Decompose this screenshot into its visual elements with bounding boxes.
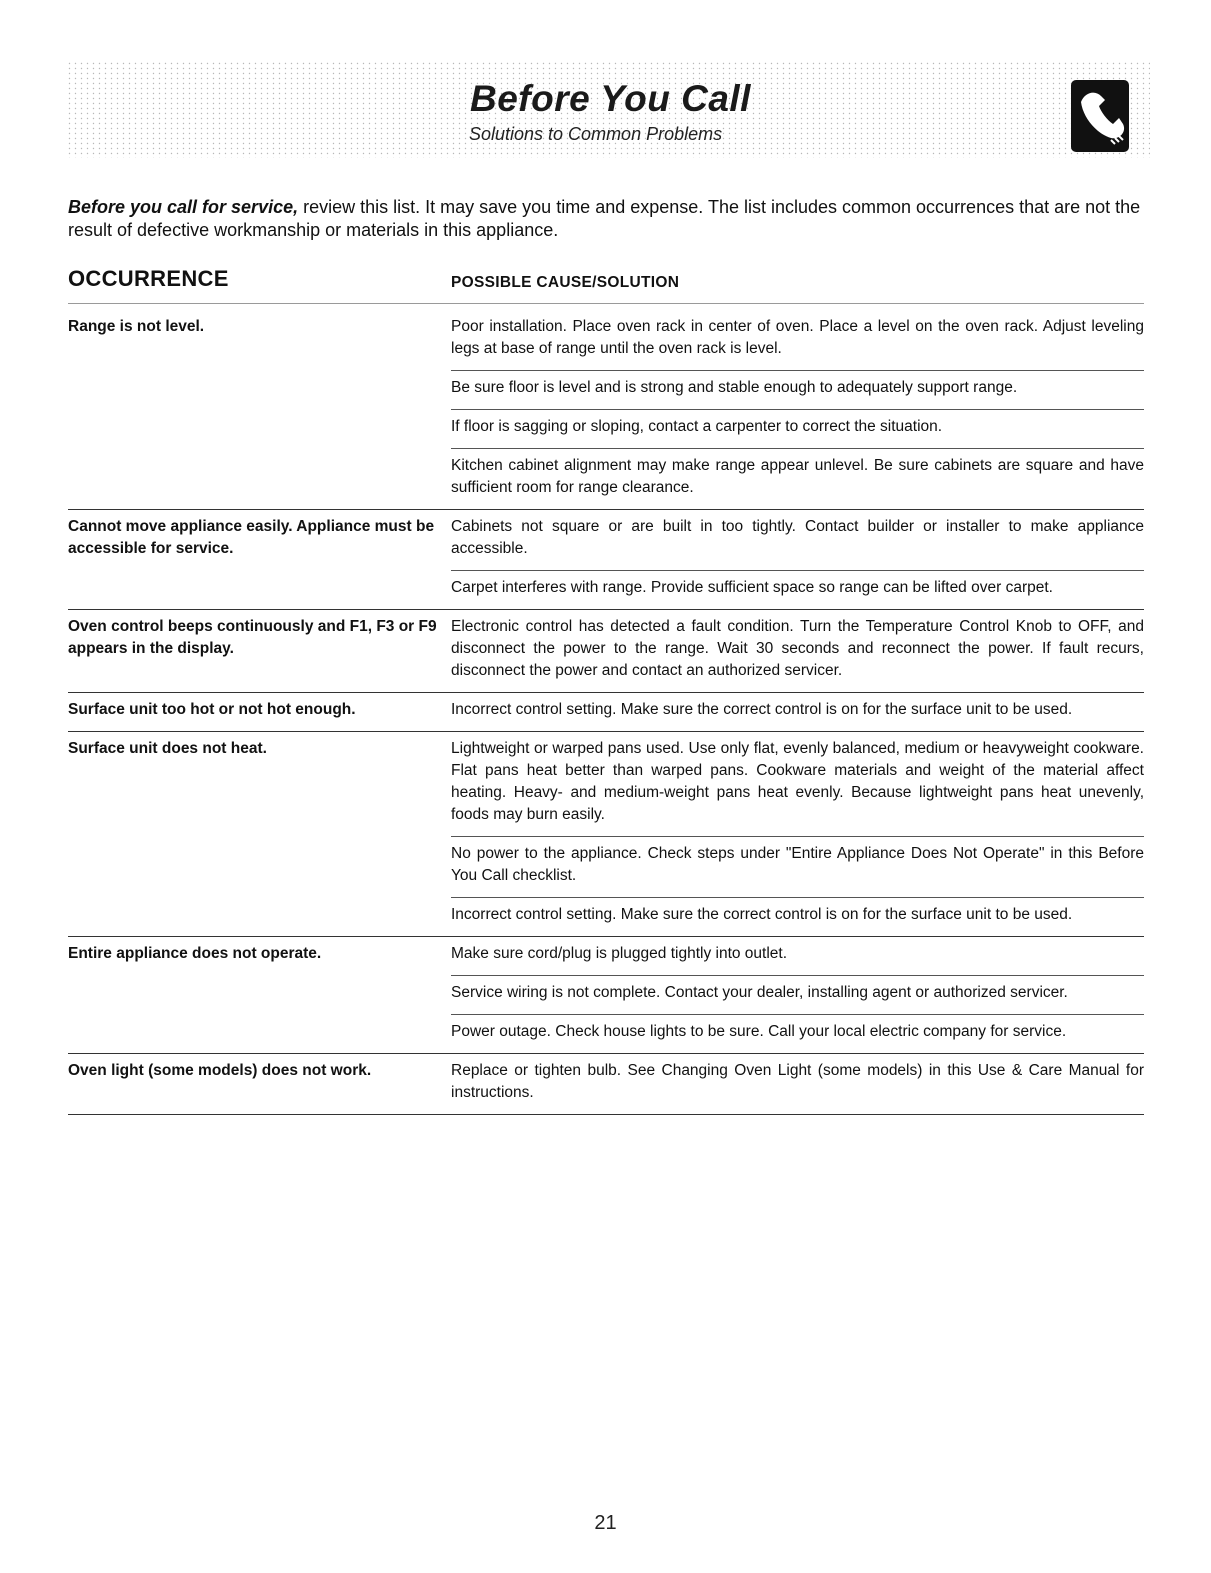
solution-cell xyxy=(451,732,1144,936)
occurrence-cell: Surface unit too hot or not hot enough. xyxy=(68,701,356,718)
troubleshooting-table xyxy=(68,310,1144,1115)
solution-item: Cabinets not square or are built in too tightly. Contact builder or installer to make appliance accessible. xyxy=(451,518,1144,557)
intro-text: review this list. It may save you time and expense. The list includes common occurrences that are not the result of defective workmanship or materials in this appliance. xyxy=(68,197,1141,240)
table-row xyxy=(68,732,1144,937)
table-row xyxy=(68,510,1144,610)
solution-column-header: POSSIBLE CAUSE/SOLUTION xyxy=(451,274,680,291)
solution-item: Electronic control has detected a fault condition. Turn the Temperature Control Knob to OFF, and disconnect the power to the range. Wait 30 seconds and reconnect the power. If fault recurs, disconnect the power and contact an authorized servicer. xyxy=(451,618,1144,679)
occurrence-column-header: OCCURRENCE xyxy=(68,266,229,291)
solution-item: Incorrect control setting. Make sure the correct control is on for the surface unit to be used. xyxy=(451,897,1144,936)
occurrence-cell: Cannot move appliance easily. Appliance must be accessible for service. xyxy=(68,518,435,557)
occurrence-cell: Range is not level. xyxy=(68,318,205,335)
table-row xyxy=(68,1054,1144,1115)
solution-item: Incorrect control setting. Make sure the correct control is on for the surface unit to be used. xyxy=(451,701,1073,718)
intro-lead: Before you call for service, xyxy=(68,197,299,217)
solution-cell xyxy=(451,310,1144,509)
occurrence-cell: Surface unit does not heat. xyxy=(68,740,267,757)
phone-handset-icon xyxy=(1071,80,1129,152)
solution-item: Kitchen cabinet alignment may make range appear unlevel. Be sure cabinets are square and have sufficient room for range clearance. xyxy=(451,448,1144,509)
table-row xyxy=(68,310,1144,510)
intro-paragraph xyxy=(68,196,1146,242)
page-number: 21 xyxy=(594,1512,617,1534)
solution-cell xyxy=(451,1054,1144,1114)
solution-cell xyxy=(451,693,1144,731)
solution-item: Poor installation. Place oven rack in center of oven. Place a level on the oven rack. Adjust leveling legs at base of range until the oven rack is level. xyxy=(451,318,1144,357)
solution-item: Lightweight or warped pans used. Use only flat, evenly balanced, medium or heavyweight cookware. Flat pans heat better than warped pans. Cookware materials and weight of the material affect heating. Heavy- and medium-weight pans heat evenly. Because lightweight pans heat unevenly, foods may burn easily. xyxy=(451,740,1144,823)
occurrence-cell: Oven control beeps continuously and F1, F3 or F9 appears in the display. xyxy=(68,618,437,657)
solution-item: Power outage. Check house lights to be sure. Call your local electric company for service. xyxy=(451,1014,1144,1053)
solution-item: Be sure floor is level and is strong and stable enough to adequately support range. xyxy=(451,370,1144,409)
solution-cell xyxy=(451,610,1144,692)
solution-item: Make sure cord/plug is plugged tightly into outlet. xyxy=(451,945,788,962)
solution-item: If floor is sagging or sloping, contact a carpenter to correct the situation. xyxy=(451,409,1144,448)
solution-cell xyxy=(451,937,1144,1053)
table-row xyxy=(68,610,1144,693)
occurrence-cell: Entire appliance does not operate. xyxy=(68,945,322,962)
solution-item: No power to the appliance. Check steps under "Entire Appliance Does Not Operate" in this Before You Call checklist. xyxy=(451,836,1144,897)
solution-cell xyxy=(451,510,1144,609)
page-title: Before You Call xyxy=(470,78,751,119)
solution-item: Carpet interferes with range. Provide sufficient space so range can be lifted over carpet. xyxy=(451,570,1144,609)
solution-item: Service wiring is not complete. Contact your dealer, installing agent or authorized servicer. xyxy=(451,975,1144,1014)
solution-item: Replace or tighten bulb. See Changing Oven Light (some models) in this Use & Care Manual for instructions. xyxy=(451,1062,1144,1101)
header-divider xyxy=(68,303,1144,304)
table-row xyxy=(68,937,1144,1054)
occurrence-cell: Oven light (some models) does not work. xyxy=(68,1062,372,1079)
table-row xyxy=(68,693,1144,732)
page-subtitle: Solutions to Common Problems xyxy=(469,124,723,144)
